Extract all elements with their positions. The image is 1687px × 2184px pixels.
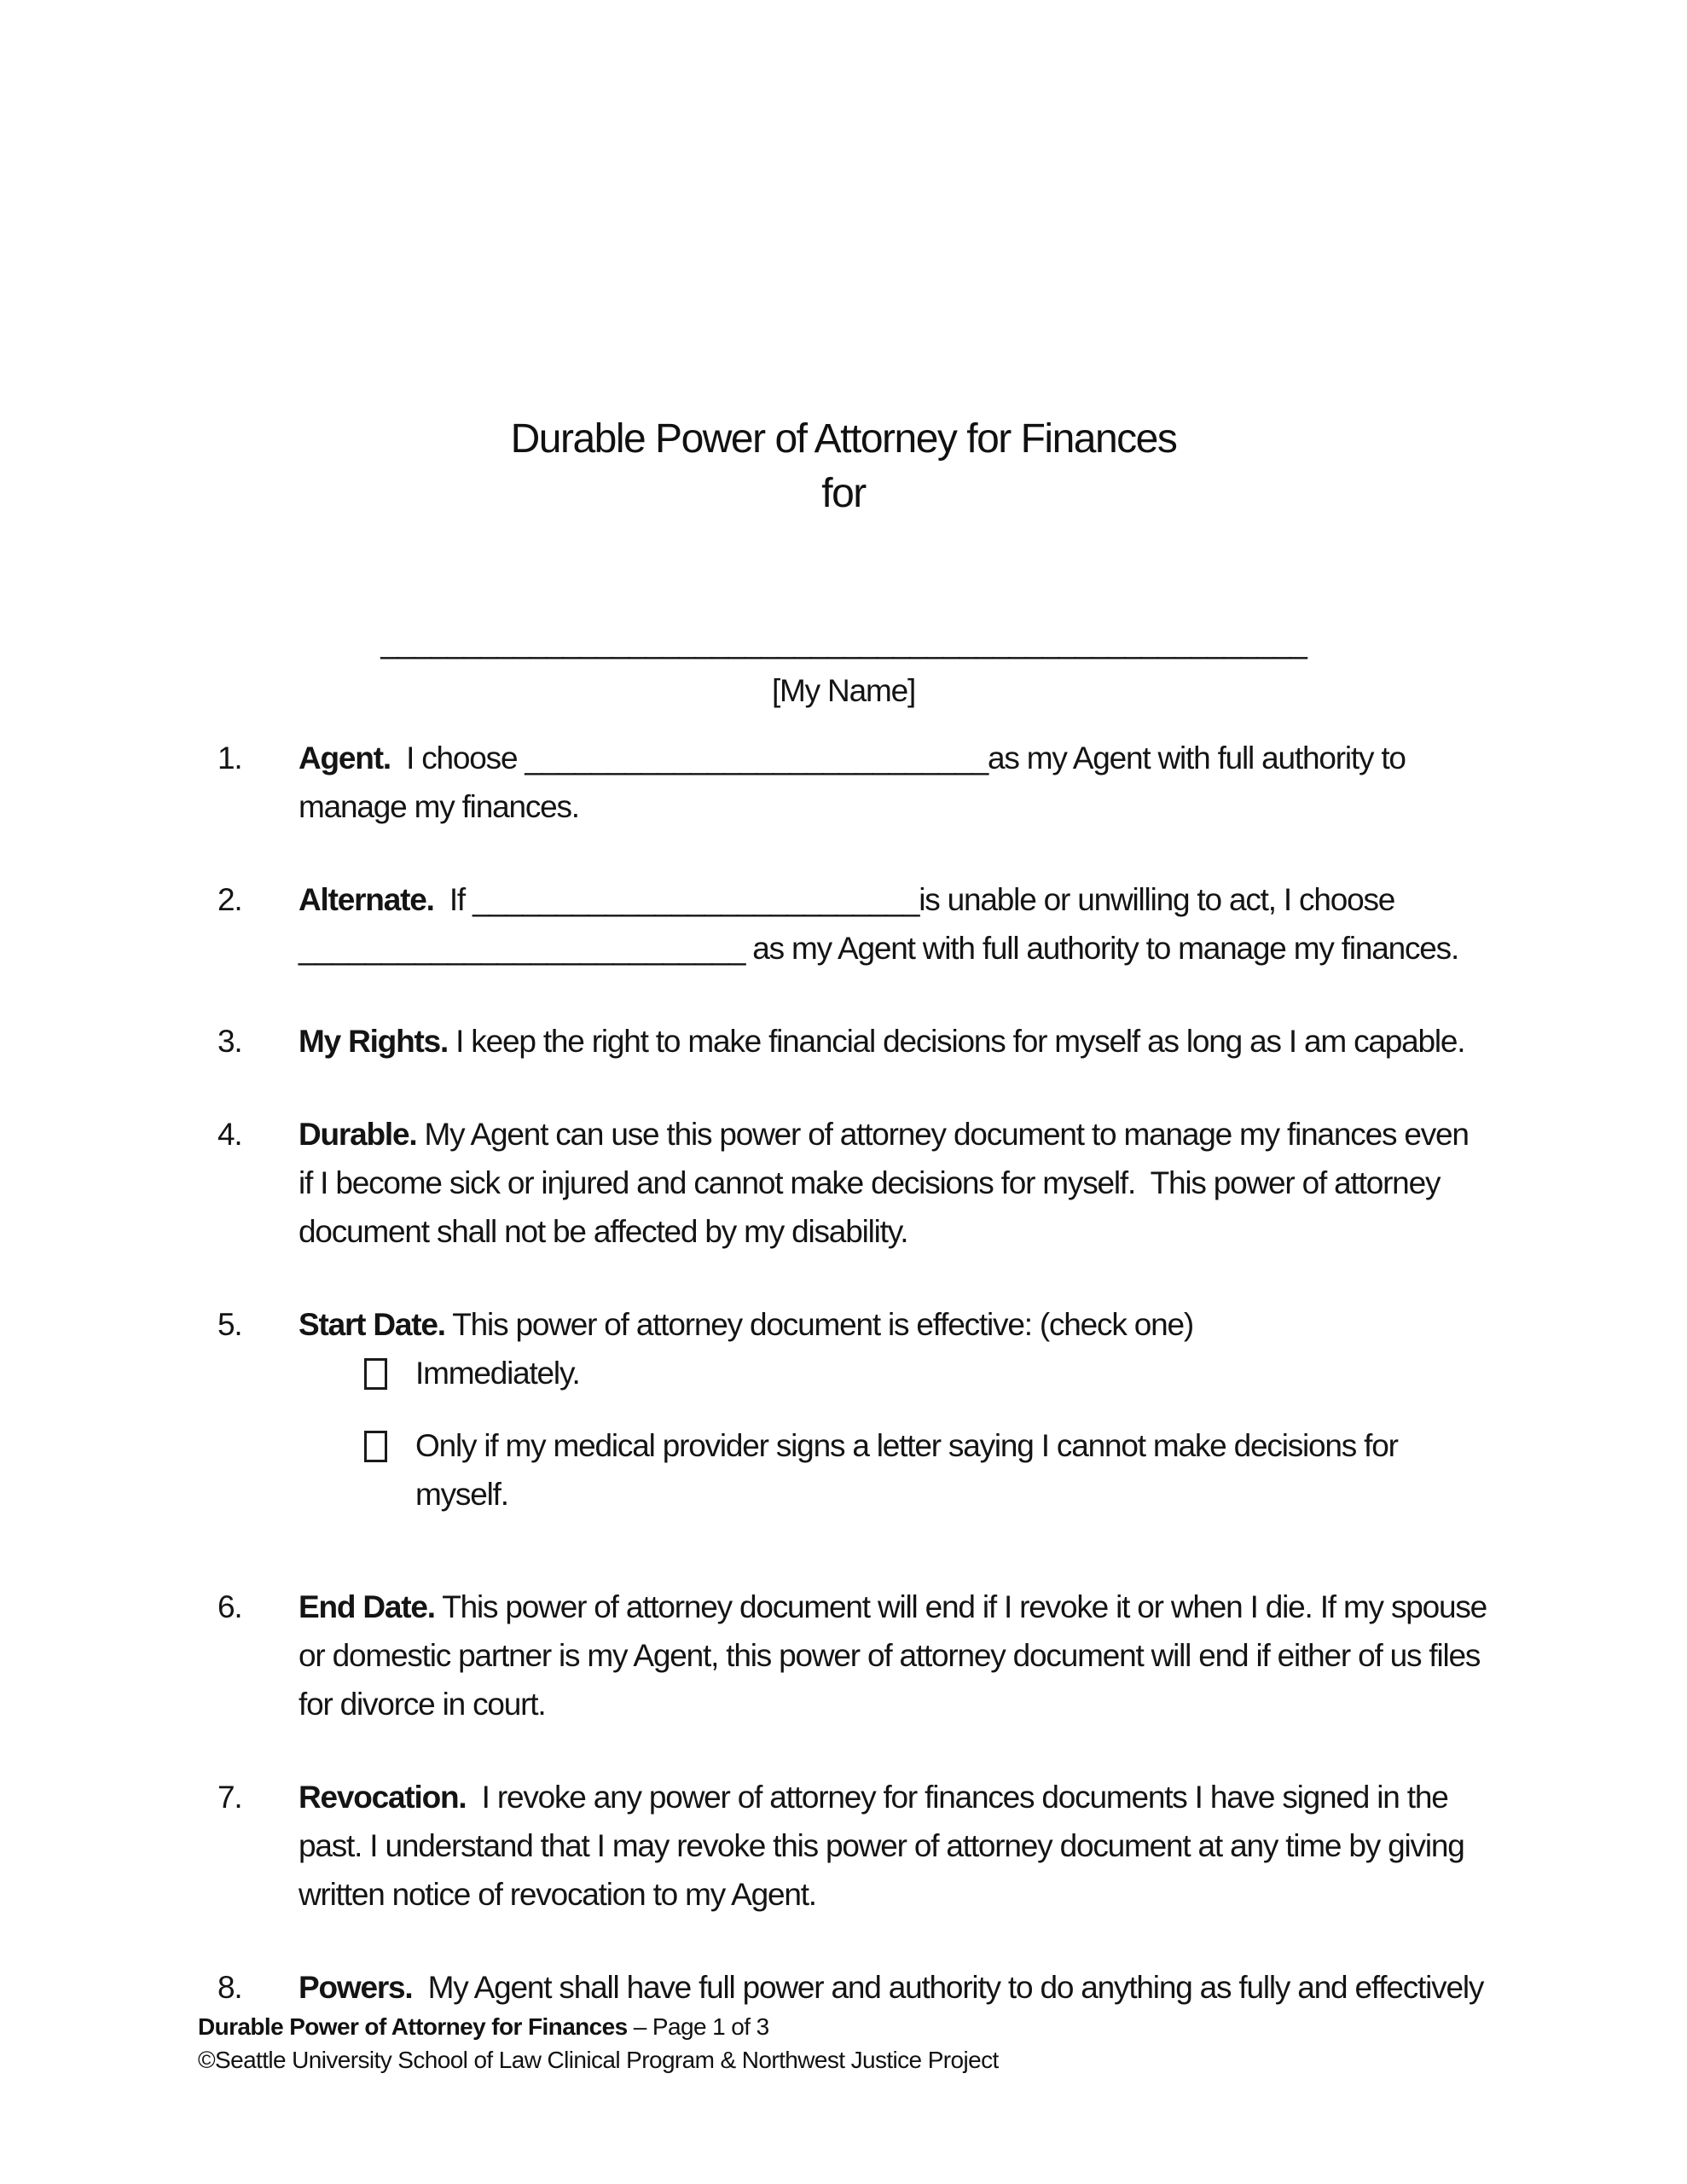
immediately-checkbox[interactable]: [364, 1358, 387, 1390]
item-number: 3.: [217, 1024, 242, 1059]
item-number: 1.: [217, 741, 242, 775]
my-name-block: [0, 618, 1687, 715]
start-date-options: [364, 1349, 1489, 1519]
clause-label: Agent.: [299, 741, 391, 775]
item-text: Revocation. I revoke any power of attorney for finances documents I have signed in the past. I understand that I may revoke this power of attorney document at any time by giving written notice of revocation to my Agent.: [299, 1780, 1472, 1912]
item-my-rights: [198, 1017, 1489, 1066]
item-end-date: [198, 1583, 1495, 1728]
medical-letter-checkbox[interactable]: [364, 1431, 387, 1462]
item-text: My Rights. I keep the right to make financial decisions for myself as long as I am capable.: [299, 1024, 1465, 1059]
item-text: Durable. My Agent can use this power of attorney document to manage my finances even if I become sick or injured and cannot make decisions for myself. This power of attorney document shall not be affected by my disability.: [299, 1117, 1476, 1249]
agent-name-blank[interactable]: ____________________________: [525, 741, 988, 775]
start-date-option-medical-letter: [364, 1421, 1489, 1519]
item-powers: [198, 1963, 1489, 2012]
clause-label: Start Date.: [299, 1307, 445, 1342]
item-durable: [198, 1110, 1489, 1256]
item-text: Start Date. This power of attorney document is effective: (check one) Immediately. Only if my medical provider signs a letter saying I cannot make decisions for myself.: [299, 1300, 1489, 1519]
alternate-condition-name-blank[interactable]: ___________________________: [472, 882, 919, 917]
clause-label: End Date.: [299, 1589, 435, 1624]
clause-label: Powers.: [299, 1970, 413, 2005]
page-title-block: [0, 0, 1687, 521]
footer-page-number: – Page 1 of 3: [627, 2013, 769, 2040]
item-number: 8.: [217, 1970, 242, 2005]
clause-label: Revocation.: [299, 1780, 467, 1815]
alternate-agent-name-blank[interactable]: ___________________________: [299, 931, 745, 966]
my-name-blank-line[interactable]: ________________________________________________________: [380, 624, 1307, 659]
my-name-caption: [My Name]: [771, 673, 916, 708]
clause-label: Alternate.: [299, 882, 434, 917]
page-title: Durable Power of Attorney for Finances: [510, 416, 1177, 462]
item-number: 4.: [217, 1117, 242, 1152]
clause-label: My Rights.: [299, 1024, 449, 1059]
clause-list: [0, 734, 1687, 2012]
footer-line-1: [198, 2010, 999, 2043]
clause-label: Durable.: [299, 1117, 417, 1152]
footer-doc-title: Durable Power of Attorney for Finances: [198, 2013, 628, 2040]
item-start-date: [198, 1300, 1489, 1519]
page-subtitle: for: [821, 471, 866, 516]
item-text: End Date. This power of attorney document will end if I revoke it or when I die. If my spouse or domestic partner is my Agent, this power of attorney document will end if either of us files for divorce in court.: [299, 1589, 1495, 1722]
item-number: 5.: [217, 1307, 242, 1342]
immediately-label: Immediately.: [415, 1356, 580, 1391]
item-text: Powers. My Agent shall have full power and authority to do anything as fully and effectively: [299, 1970, 1484, 2005]
footer-copyright: ©Seattle University School of Law Clinical Program & Northwest Justice Project: [198, 2047, 999, 2073]
item-agent: [198, 734, 1489, 831]
item-text: Agent. I choose ____________________________as my Agent with full authority to manage my finances.: [299, 741, 1413, 824]
item-number: 7.: [217, 1780, 242, 1815]
item-revocation: [198, 1773, 1489, 1919]
start-date-option-immediately: [364, 1349, 1489, 1397]
item-number: 6.: [217, 1589, 242, 1624]
footer: [198, 2010, 999, 2077]
medical-letter-label: Only if my medical provider signs a letter saying I cannot make decisions for myself.: [415, 1428, 1406, 1512]
item-text: Alternate. If ___________________________is unable or unwilling to act, I choose ___________________________ as my Agent with full authority to manage my finances.: [299, 882, 1459, 966]
item-number: 2.: [217, 882, 242, 917]
item-alternate: [198, 875, 1489, 973]
